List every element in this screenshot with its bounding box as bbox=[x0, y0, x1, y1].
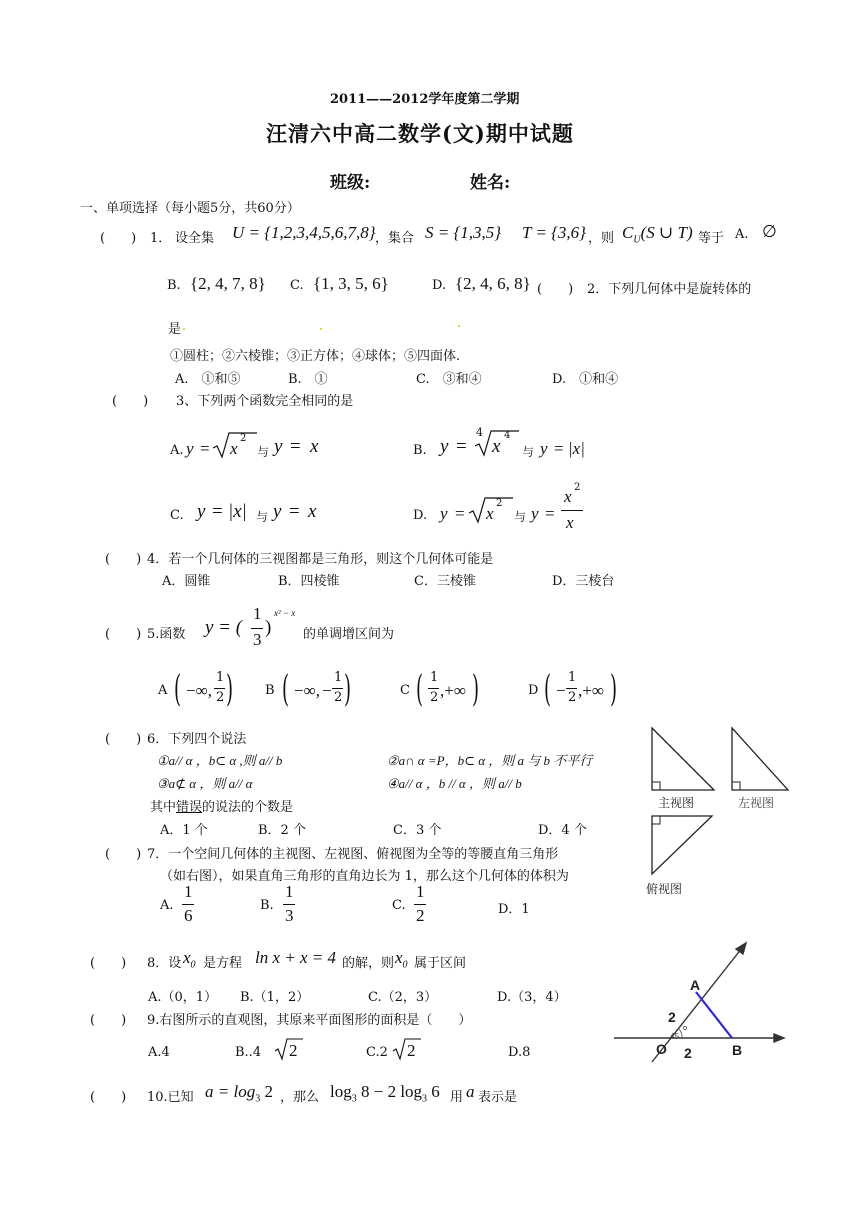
q5-den-3: 3 bbox=[253, 630, 262, 649]
q1-set-u: U = {1,2,3,4,5,6,7,8} bbox=[232, 223, 376, 242]
fraction-bar bbox=[561, 510, 583, 511]
q3-c-x: x bbox=[308, 501, 317, 522]
fraction-bar bbox=[283, 904, 295, 905]
q3-d-num-exp: 2 bbox=[574, 482, 581, 493]
q5-c-posinf: ,+∞ bbox=[440, 681, 466, 700]
q6-statement-4: ④a// α ，b // α ，则 a// b bbox=[387, 776, 522, 791]
q1-option-b-value: {2, 4, 7, 8} bbox=[190, 274, 266, 293]
q5-d-posinf: ,+∞ bbox=[578, 681, 604, 700]
q9-stem: 9.右图所示的直观图，其原来平面图形的面积是（ ） bbox=[147, 1013, 472, 1028]
q3-d-x: x bbox=[486, 504, 494, 523]
q3-c-eq: = bbox=[212, 501, 223, 522]
q5-b-n: 1 bbox=[334, 670, 343, 685]
q10-stem-d: 表示是 bbox=[478, 1090, 518, 1105]
q3-b-eq: = bbox=[456, 436, 467, 457]
q7-b-n: 1 bbox=[285, 882, 294, 901]
q3-a-eq: = bbox=[200, 439, 210, 458]
q7-a-d: 6 bbox=[184, 906, 193, 925]
top-view-triangle bbox=[652, 816, 712, 874]
q3-a-x: x bbox=[230, 439, 238, 458]
top-view-label: 俯视图 bbox=[646, 882, 683, 896]
q2-option-c: C. ③和④ bbox=[416, 372, 482, 387]
q3-b-y2: y bbox=[540, 439, 548, 458]
q3-d-exp: 2 bbox=[496, 498, 503, 509]
q1-complement: $C_U(S$ ∪ T) bbox=[622, 223, 693, 246]
q8-equation: ln x + x = 4 bbox=[255, 948, 337, 967]
term-header: 2011——2012学年度第二学期 bbox=[330, 92, 520, 107]
q5-a-n: 1 bbox=[216, 670, 225, 685]
q3-a-y: y bbox=[186, 439, 194, 458]
q2-items: ①圆柱；②六棱锥；③正方体；④球体；⑤四面体. bbox=[170, 349, 461, 364]
angle-label: 45 bbox=[670, 1032, 679, 1041]
q1-option-d-value: {2, 4, 6, 8} bbox=[455, 274, 531, 293]
exam-title: 汪清六中高二数学(文)期中试题 bbox=[266, 121, 574, 146]
fraction-bar bbox=[214, 688, 225, 689]
q3-option-c: C. bbox=[170, 508, 184, 523]
q2-stem: 2．下列几何体中是旋转体的 bbox=[587, 282, 752, 297]
q5-option-b: B bbox=[265, 683, 275, 698]
paren-close: ) bbox=[610, 669, 618, 710]
front-view-triangle bbox=[652, 728, 714, 790]
q3-d-y2: y bbox=[531, 504, 539, 523]
q6-question: 其中错误的说法的个数是 bbox=[150, 800, 294, 815]
q3-paren: ( ) bbox=[112, 394, 149, 409]
q4-option-c: C．三棱锥 bbox=[414, 574, 476, 589]
q3-b-with: 与 bbox=[522, 445, 535, 459]
q3-a-exp: 2 bbox=[240, 433, 247, 444]
q8-option-c: C.（2，3） bbox=[368, 990, 438, 1005]
fraction-bar bbox=[332, 688, 343, 689]
q1-option-d: D. bbox=[432, 278, 447, 293]
scan-speck bbox=[183, 328, 185, 330]
angle-arc bbox=[679, 1029, 682, 1038]
q10-paren: ( ) bbox=[90, 1090, 127, 1105]
paren-open: ( bbox=[282, 669, 290, 710]
q4-option-a: A．圆锥 bbox=[162, 574, 211, 589]
q3-c-with: 与 bbox=[256, 510, 269, 524]
section-heading: 一、单项选择（每小题5分，共60分） bbox=[80, 201, 300, 216]
length-ob-label: 2 bbox=[684, 1045, 692, 1061]
q6-option-d: D．4 个 bbox=[538, 823, 587, 838]
q1-set-t: T = {3,6} bbox=[522, 223, 586, 242]
q9-b-radicand: 2 bbox=[289, 1041, 298, 1060]
q3-d-den: x bbox=[566, 513, 574, 532]
q7-a-n: 1 bbox=[184, 882, 193, 901]
q2-option-b: B. ① bbox=[288, 372, 328, 387]
q1-stem-c: ，则 bbox=[588, 231, 615, 246]
q10-expression: $\log_3 8 - 2$ $\log_3 6$ bbox=[330, 1082, 440, 1105]
q4-paren: ( ) bbox=[105, 552, 142, 567]
q8-option-b: B.（1，2） bbox=[240, 990, 310, 1005]
fraction-bar bbox=[566, 688, 577, 689]
q5-option-a: A bbox=[158, 683, 168, 698]
q6-stem: 6．下列四个说法 bbox=[147, 732, 247, 747]
fraction-bar bbox=[182, 904, 194, 905]
q5-close: ) bbox=[265, 617, 272, 638]
q7-option-b: B. bbox=[260, 898, 274, 913]
q3-a-y2: y bbox=[274, 436, 283, 457]
q8-option-a: A.（0，1） bbox=[148, 990, 218, 1005]
point-b-label: B bbox=[732, 1042, 743, 1058]
q9-option-d: D.8 bbox=[508, 1045, 531, 1060]
left-view-label: 左视图 bbox=[738, 796, 775, 810]
class-label: 班级: bbox=[330, 173, 371, 193]
q10-stem-a: 10.已知 bbox=[147, 1090, 194, 1105]
q3-c-eq2: = bbox=[289, 501, 300, 522]
q4-option-b: B．四棱锥 bbox=[278, 574, 340, 589]
length-oa-label: 2 bbox=[668, 1009, 676, 1025]
q9-option-c: C.2 bbox=[366, 1045, 388, 1060]
q3-d-num: x bbox=[564, 487, 572, 506]
q5-a-neginf: −∞, bbox=[186, 681, 212, 700]
q5-option-d: D bbox=[528, 683, 539, 698]
q3-c-y2: y bbox=[273, 501, 282, 522]
q6-option-c: C．3 个 bbox=[393, 823, 442, 838]
q3-d-y: y bbox=[440, 504, 448, 523]
q3-b-eq2: = bbox=[554, 439, 564, 458]
q1-option-a-value: ∅ bbox=[762, 222, 777, 241]
segment-ab bbox=[696, 992, 732, 1038]
q2-stem-cont: 是 bbox=[168, 322, 182, 337]
q5-paren: ( ) bbox=[105, 627, 142, 642]
q3-a-eq2: = bbox=[290, 436, 301, 457]
q5-num: 5.函数 bbox=[147, 627, 186, 642]
q2-option-a: A. ①和⑤ bbox=[175, 372, 241, 387]
name-label: 姓名: bbox=[470, 173, 511, 193]
q7-option-d: D．1 bbox=[498, 902, 530, 917]
q9-option-b: B..4 bbox=[235, 1045, 262, 1060]
paren-close: ) bbox=[344, 669, 352, 710]
q7-stem: 7．一个空间几何体的主视图、左视图、俯视图为全等的等腰直角三角形 bbox=[147, 847, 559, 862]
q7-c-n: 1 bbox=[416, 882, 425, 901]
scan-speck bbox=[320, 328, 322, 330]
q5-b-minus: − bbox=[322, 681, 332, 700]
q10-stem-c: 用 bbox=[450, 1090, 464, 1105]
q10-var-a: a bbox=[466, 1082, 475, 1101]
paren-open: ( bbox=[174, 669, 182, 710]
q1-set-s: S = {1,3,5} bbox=[425, 223, 502, 242]
q3-a-with: 与 bbox=[257, 445, 270, 459]
three-view-figure bbox=[640, 722, 790, 902]
left-view-triangle bbox=[732, 728, 788, 790]
q3-option-b: B. bbox=[413, 443, 427, 458]
origin-label: O bbox=[656, 1041, 667, 1057]
paren-open: ( bbox=[416, 669, 424, 710]
q3-b-x: x bbox=[492, 436, 501, 457]
q1-stem-b: ，集合 bbox=[375, 231, 415, 246]
q2-option-d: D. ①和④ bbox=[552, 372, 619, 387]
q1-num: 1． bbox=[150, 231, 172, 246]
q5-d-minus: − bbox=[556, 681, 566, 700]
q8-paren: ( ) bbox=[90, 956, 127, 971]
q1-option-a: A. bbox=[735, 227, 749, 242]
q3-d-eq2: = bbox=[545, 504, 555, 523]
q3-d-eq: = bbox=[455, 504, 465, 523]
q8-stem-a: 8．设 bbox=[147, 956, 182, 971]
q5-num-1: 1 bbox=[253, 604, 262, 623]
q1-stem-d: 等于 bbox=[698, 231, 725, 246]
fraction-bar bbox=[251, 628, 263, 629]
q5-stem: 的单调增区间为 bbox=[303, 627, 395, 642]
q8-stem-d: 属于区间 bbox=[414, 956, 467, 971]
q8-x0-b: $x_0$ bbox=[395, 948, 408, 971]
q8-x0: $x_0$ bbox=[183, 948, 196, 971]
q3-option-d: D. bbox=[413, 508, 428, 523]
q5-func: y = ( bbox=[205, 617, 243, 638]
q3-b-y: y bbox=[440, 436, 449, 457]
q6-statement-1: ①a// α ，b⊂ α ,则 a// b bbox=[157, 753, 283, 768]
q8-option-d: D.（3，4） bbox=[497, 990, 567, 1005]
q6-option-a: A．1 个 bbox=[160, 823, 208, 838]
degree-mark bbox=[683, 1026, 686, 1029]
q9-oblique-figure bbox=[612, 938, 787, 1063]
q10-given: $a = \log_3 2$ bbox=[205, 1082, 273, 1105]
q4-stem: 4．若一个几何体的三视图都是三角形，则这个几何体可能是 bbox=[147, 552, 494, 567]
q1-stem-a: 设全集 bbox=[175, 231, 215, 246]
q3-a-x2: x bbox=[310, 436, 319, 457]
x-axis bbox=[614, 1034, 784, 1042]
fraction-bar bbox=[428, 688, 439, 689]
scan-speck bbox=[458, 325, 460, 327]
q5-d-d: 2 bbox=[568, 690, 577, 705]
q9-c-radicand: 2 bbox=[407, 1041, 416, 1060]
q3-option-a: A. bbox=[170, 443, 184, 458]
q1-option-b: B. bbox=[167, 278, 181, 293]
q5-b-d: 2 bbox=[334, 690, 343, 705]
q7-paren: ( ) bbox=[105, 847, 142, 862]
q5-c-d: 2 bbox=[430, 690, 439, 705]
q3-d-with: 与 bbox=[514, 510, 527, 524]
q4-option-d: D．三棱台 bbox=[552, 574, 615, 589]
q8-stem-b: 是方程 bbox=[203, 956, 243, 971]
q5-option-c: C bbox=[400, 683, 410, 698]
q5-b-neginf: −∞, bbox=[294, 681, 320, 700]
q8-stem-c: 的解，则 bbox=[342, 956, 395, 971]
q10-stem-b: ，那么 bbox=[280, 1090, 320, 1105]
q1-paren: ( ) bbox=[100, 231, 137, 246]
front-view-label: 主视图 bbox=[658, 796, 695, 810]
q1-option-c-value: {1, 3, 5, 6} bbox=[313, 274, 389, 293]
q5-c-n: 1 bbox=[430, 670, 439, 685]
q7-stem-cont: （如右图），如果直角三角形的直角边长为 1，那么这个几何体的体积为 bbox=[160, 869, 569, 884]
q6-paren: ( ) bbox=[105, 732, 142, 747]
q1-option-c: C. bbox=[290, 278, 304, 293]
q7-option-c: C. bbox=[392, 898, 406, 913]
q7-option-a: A. bbox=[160, 898, 174, 913]
q9-paren: ( ) bbox=[90, 1013, 127, 1028]
q3-c-absx: |x| bbox=[228, 501, 247, 522]
q3-stem: 3、下列两个函数完全相同的是 bbox=[176, 394, 354, 409]
q5-exponent: x² − x bbox=[274, 608, 296, 618]
q6-statement-2: ②a∩ α =P，b⊂ α ，则 a 与 b 不平行 bbox=[387, 753, 593, 768]
q5-d-n: 1 bbox=[568, 670, 577, 685]
paren-close: ) bbox=[472, 669, 480, 710]
paren-close: ) bbox=[226, 669, 234, 710]
q3-b-root-index: 4 bbox=[476, 426, 483, 439]
paren-open: ( bbox=[544, 669, 552, 710]
q9-option-a: A.4 bbox=[148, 1045, 170, 1060]
q6-option-b: B．2 个 bbox=[258, 823, 306, 838]
q7-b-d: 3 bbox=[285, 906, 294, 925]
point-a-label: A bbox=[690, 977, 701, 993]
q3-b-absx: |x| bbox=[568, 439, 585, 458]
q3-c-y: y bbox=[197, 501, 206, 522]
fraction-bar bbox=[414, 904, 426, 905]
q3-b-exp: 4 bbox=[504, 430, 511, 441]
q6-statement-3: ③a⊄ α ，则 a// α bbox=[157, 776, 253, 791]
q7-c-d: 2 bbox=[416, 906, 425, 925]
q2-paren: ( ) bbox=[537, 282, 574, 297]
q5-a-d: 2 bbox=[216, 690, 225, 705]
